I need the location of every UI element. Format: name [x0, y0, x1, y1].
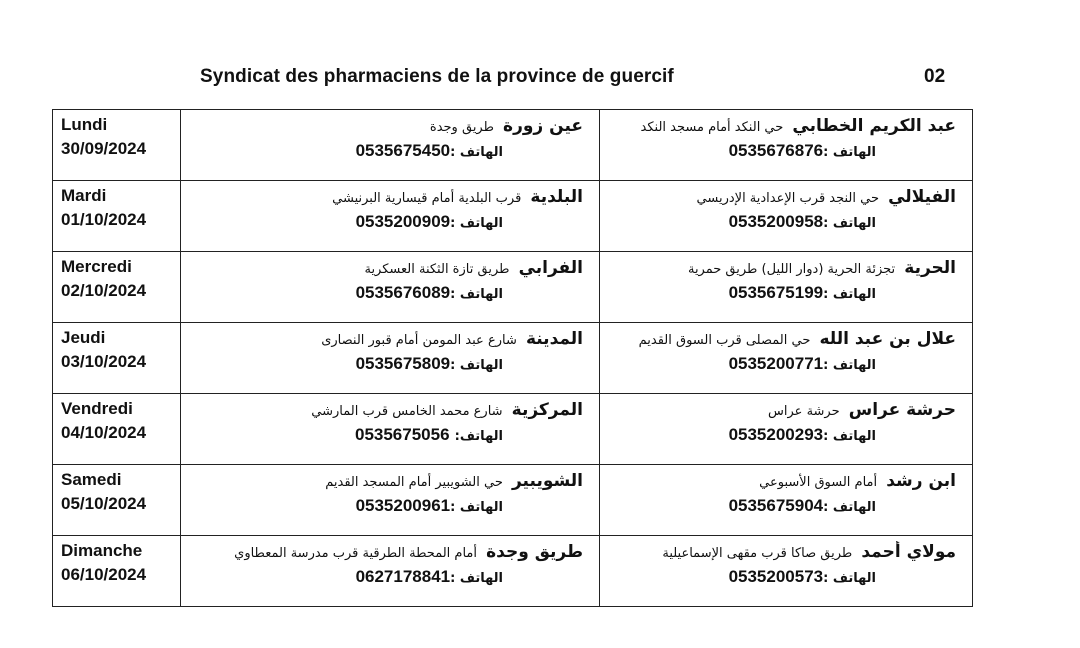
pharmacy-name: المركزية — [511, 400, 583, 420]
page-number: 02 — [924, 66, 946, 87]
day-cell — [53, 181, 181, 252]
pharmacy-cell-secondary — [181, 394, 600, 465]
phone-number: 0535200958 — [728, 212, 824, 231]
day-cell — [53, 394, 181, 465]
pharmacy-cell-primary — [600, 536, 973, 607]
day-name: Samedi — [61, 470, 122, 489]
day-cell — [53, 110, 181, 181]
pharmacy-cell-secondary — [181, 252, 600, 323]
table-row — [53, 536, 973, 607]
phone-number: 0535676876 — [728, 141, 824, 160]
pharmacy-name: الفيلالي — [888, 187, 956, 207]
phone-label: الهاتف : — [450, 571, 503, 586]
phone-number: 0535200961 — [355, 496, 451, 515]
pharmacy-name: البلدية — [530, 187, 583, 207]
phone-label: الهاتف : — [450, 216, 503, 231]
phone-label: الهاتف : — [450, 287, 503, 302]
table-row — [53, 323, 973, 394]
day-name: Vendredi — [61, 399, 133, 418]
pharmacy-cell-secondary — [181, 536, 600, 607]
document-title: Syndicat des pharmaciens de la province de guercif — [200, 66, 674, 87]
day-date: 06/10/2024 — [61, 565, 147, 584]
pharmacy-address: شارع عبد المومن أمام قبور النصارى — [321, 333, 517, 348]
phone-label: الهاتف : — [823, 571, 876, 586]
pharmacy-address: طريق تازة الثكنة العسكرية — [364, 262, 510, 277]
pharmacy-cell-secondary — [181, 465, 600, 536]
day-date: 04/10/2024 — [61, 423, 147, 442]
day-cell — [53, 536, 181, 607]
day-cell — [53, 465, 181, 536]
pharmacy-cell-primary — [600, 110, 973, 181]
pharmacy-address: حرشة عراس — [768, 404, 840, 419]
pharmacy-name: علال بن عبد الله — [819, 329, 956, 349]
pharmacy-name: المدينة — [525, 329, 583, 349]
table-row — [53, 252, 973, 323]
pharmacy-name: مولاي أحمد — [861, 542, 956, 562]
phone-label: الهاتف : — [823, 287, 876, 302]
pharmacy-address: حي النكد أمام مسجد النكد — [640, 120, 784, 135]
pharmacy-cell-primary — [600, 181, 973, 252]
table-row — [53, 110, 973, 181]
day-name: Mardi — [61, 186, 107, 205]
day-date: 02/10/2024 — [61, 281, 147, 300]
phone-number: 0535675056 — [354, 425, 450, 444]
duty-schedule-table — [52, 109, 973, 607]
table-row — [53, 465, 973, 536]
phone-number: 0535675450 — [355, 141, 451, 160]
phone-label: الهاتف: — [454, 429, 503, 444]
table-row — [53, 181, 973, 252]
pharmacy-cell-secondary — [181, 110, 600, 181]
phone-number: 0627178841 — [355, 567, 451, 586]
phone-number: 0535200909 — [355, 212, 451, 231]
phone-number: 0535675904 — [728, 496, 824, 515]
pharmacy-cell-primary — [600, 323, 973, 394]
pharmacy-name: عبد الكريم الخطابي — [792, 116, 956, 136]
day-date: 03/10/2024 — [61, 352, 147, 371]
pharmacy-cell-secondary — [181, 181, 600, 252]
day-name: Lundi — [61, 115, 108, 134]
pharmacy-address: تجزئة الحرية (دوار الليل) طريق حمرية — [687, 262, 896, 277]
day-cell — [53, 252, 181, 323]
day-date: 01/10/2024 — [61, 210, 147, 229]
pharmacy-name: طريق وجدة — [486, 542, 583, 562]
pharmacy-cell-primary — [600, 394, 973, 465]
pharmacy-address: حي المصلى قرب السوق القديم — [638, 333, 811, 348]
pharmacy-address: حي النجد قرب الإعدادية الإدريسي — [696, 191, 880, 206]
phone-number: 0535676089 — [355, 283, 451, 302]
pharmacy-name: عين زورة — [503, 116, 583, 136]
phone-label: الهاتف : — [823, 145, 876, 160]
pharmacy-address: أمام السوق الأسبوعي — [759, 475, 878, 490]
day-name: Jeudi — [61, 328, 106, 347]
phone-number: 0535200573 — [728, 567, 824, 586]
pharmacy-cell-primary — [600, 465, 973, 536]
phone-label: الهاتف : — [450, 145, 503, 160]
day-cell — [53, 323, 181, 394]
day-date: 30/09/2024 — [61, 139, 147, 158]
pharmacy-cell-secondary — [181, 323, 600, 394]
phone-number: 0535200771 — [728, 354, 824, 373]
phone-label: الهاتف : — [450, 500, 503, 515]
phone-number: 0535675809 — [355, 354, 451, 373]
pharmacy-name: الشويبير — [511, 471, 583, 491]
pharmacy-address: قرب البلدية أمام قيسارية البرنيشي — [332, 191, 522, 206]
day-name: Dimanche — [61, 541, 143, 560]
day-date: 05/10/2024 — [61, 494, 147, 513]
phone-label: الهاتف : — [823, 358, 876, 373]
pharmacy-name: الحرية — [904, 258, 956, 278]
pharmacy-address: طريق صاكا قرب مقهى الإسماعيلية — [662, 546, 853, 561]
phone-label: الهاتف : — [823, 500, 876, 515]
pharmacy-name: الفرابي — [518, 258, 583, 278]
pharmacy-address: أمام المحطة الطرقية قرب مدرسة المعطاوي — [234, 546, 478, 561]
phone-number: 0535200293 — [728, 425, 824, 444]
pharmacy-address: طريق وجدة — [429, 120, 494, 135]
phone-label: الهاتف : — [823, 429, 876, 444]
pharmacy-address: حي الشويبير أمام المسجد القديم — [325, 475, 503, 490]
table-row — [53, 394, 973, 465]
phone-number: 0535675199 — [728, 283, 824, 302]
phone-label: الهاتف : — [823, 216, 876, 231]
phone-label: الهاتف : — [450, 358, 503, 373]
pharmacy-name: حرشة عراس — [848, 400, 956, 420]
day-name: Mercredi — [61, 257, 132, 276]
pharmacy-name: ابن رشد — [886, 471, 956, 491]
pharmacy-cell-primary — [600, 252, 973, 323]
pharmacy-address: شارع محمد الخامس قرب المارشي — [311, 404, 503, 419]
